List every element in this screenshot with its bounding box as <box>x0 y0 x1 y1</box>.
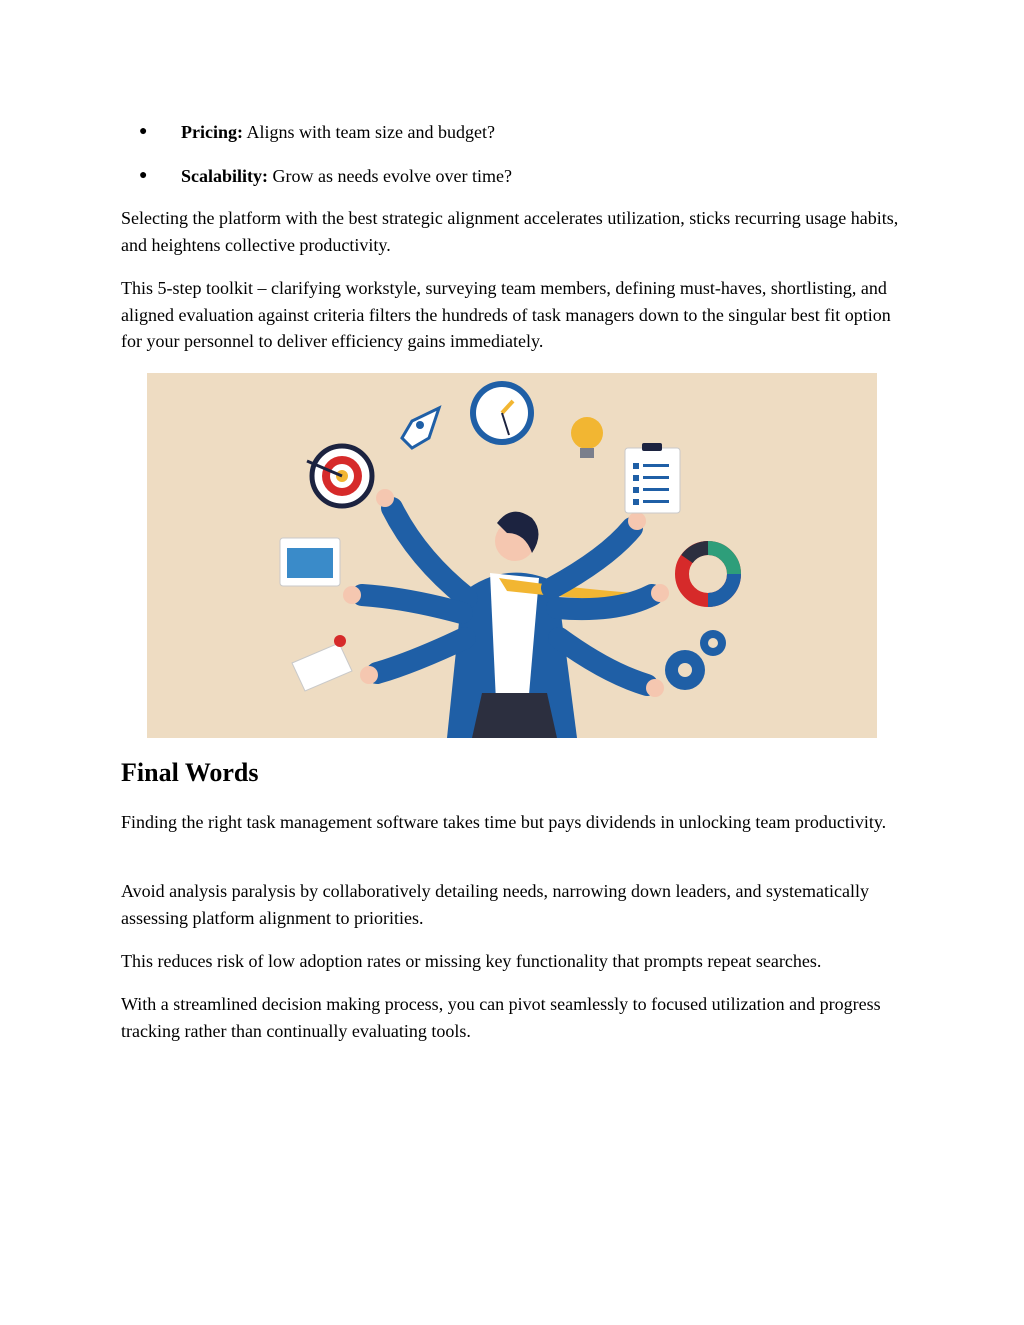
bullet-term: Scalability: <box>181 166 269 186</box>
paragraph: Finding the right task management software takes time but pays dividends in unlocking team productivity. <box>121 812 887 832</box>
bullet-term: Pricing: <box>181 122 243 142</box>
bullet-icon: ● <box>139 168 148 183</box>
paragraph: This reduces risk of low adoption rates or missing key functionality that prompts repeat searches. <box>121 951 822 971</box>
paragraph: Selecting the platform with the best strategic alignment accelerates utilization, sticks recurring usage habits, and heightens collective productivity. <box>121 208 899 255</box>
paragraph: Avoid analysis paralysis by collaboratively detailing needs, narrowing down leaders, and systematically assessing platform alignment to priorities. <box>121 881 869 928</box>
paragraph: With a streamlined decision making process, you can pivot seamlessly to focused utilization and progress tracking rather than continually evaluating tools. <box>121 994 881 1041</box>
section-heading: Final Words <box>121 758 259 787</box>
bullet-text: Aligns with team size and budget? <box>242 122 495 142</box>
list-item <box>139 164 839 188</box>
bullet-list <box>139 120 839 188</box>
multitasking-businessman-icon <box>147 373 877 738</box>
paragraph: This 5-step toolkit – clarifying workstyle, surveying team members, defining must-haves, shortlisting, and aligned evaluation against criteria filters the hundreds of task managers down to the singular best fit option for your personnel to deliver efficiency gains immediately. <box>121 278 891 351</box>
bullet-icon: ● <box>139 124 148 139</box>
list-item <box>139 120 839 144</box>
multitasking-illustration <box>147 373 877 738</box>
bullet-text: Grow as needs evolve over time? <box>268 166 512 186</box>
